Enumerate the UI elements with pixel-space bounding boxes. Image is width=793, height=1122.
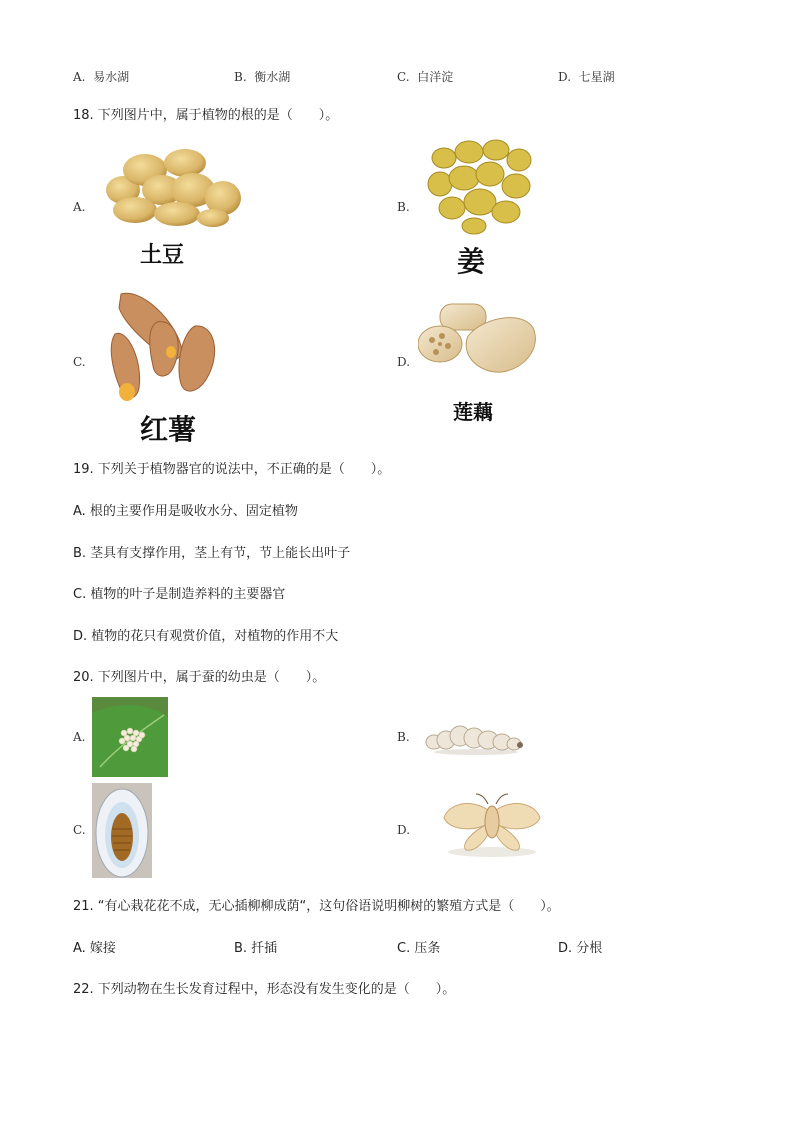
q18-caption-a: 土豆 (140, 243, 185, 268)
q17-option-d: D. 七星湖 (558, 70, 615, 84)
q18-caption-c: 红薯 (140, 413, 197, 446)
q20-question: 20. 下列图片中，属于蚕的幼虫是（ ）。 (73, 670, 326, 685)
q18-option-b-letter: B. (397, 200, 410, 214)
q19-option-a: A. 根的主要作用是吸收水分、固定植物 (73, 504, 298, 519)
q21-option-b: B. 扦插 (234, 941, 278, 956)
q19-option-b: B. 茎具有支撑作用，茎上有节，节上能长出叶子 (73, 546, 351, 561)
q21-option-d: D. 分根 (558, 941, 603, 956)
q20-option-c-letter: C. (73, 823, 86, 837)
q18-caption-b: 姜 (457, 245, 486, 278)
q18-option-c-letter: C. (73, 355, 86, 369)
lotus-root-image (418, 300, 538, 376)
q18-caption-d: 莲藕 (453, 400, 493, 424)
q17-option-c: C. 白洋淀 (397, 70, 454, 84)
q18-option-a-letter: A. (73, 200, 86, 214)
q18-question: 18. 下列图片中，属于植物的根的是（ ）。 (73, 108, 339, 123)
q21-option-c: C. 压条 (397, 941, 441, 956)
q20-option-d-letter: D. (397, 823, 411, 837)
q17-option-a: A. 易水湖 (73, 70, 130, 84)
q20-option-a-letter: A. (73, 730, 86, 744)
q21-option-a: A. 嫁接 (73, 941, 116, 956)
q20-option-b-letter: B. (397, 730, 410, 744)
q18-option-d-letter: D. (397, 355, 411, 369)
q19-option-d: D. 植物的花只有观赏价值，对植物的作用不大 (73, 629, 339, 644)
ginger-image (424, 138, 536, 236)
silkworm-larva-image (424, 720, 524, 756)
q19-option-c: C. 植物的叶子是制造养料的主要器官 (73, 587, 286, 602)
silkworm-pupa-image (92, 783, 152, 878)
q22-question: 22. 下列动物在生长发育过程中，形态没有发生变化的是（ ）。 (73, 982, 456, 997)
q17-option-b: B. 衡水湖 (234, 70, 291, 84)
silkworm-eggs-image (92, 697, 168, 777)
sweet-potato-image (103, 284, 223, 408)
q21-question: 21. “有心栽花花不成，无心插柳柳成荫“，这句俗语说明柳树的繁殖方式是（ ）。 (73, 899, 560, 914)
q19-question: 19. 下列关于植物器官的说法中，不正确的是（ ）。 (73, 462, 391, 477)
silk-moth-image (440, 790, 544, 860)
potato-image (103, 146, 243, 228)
